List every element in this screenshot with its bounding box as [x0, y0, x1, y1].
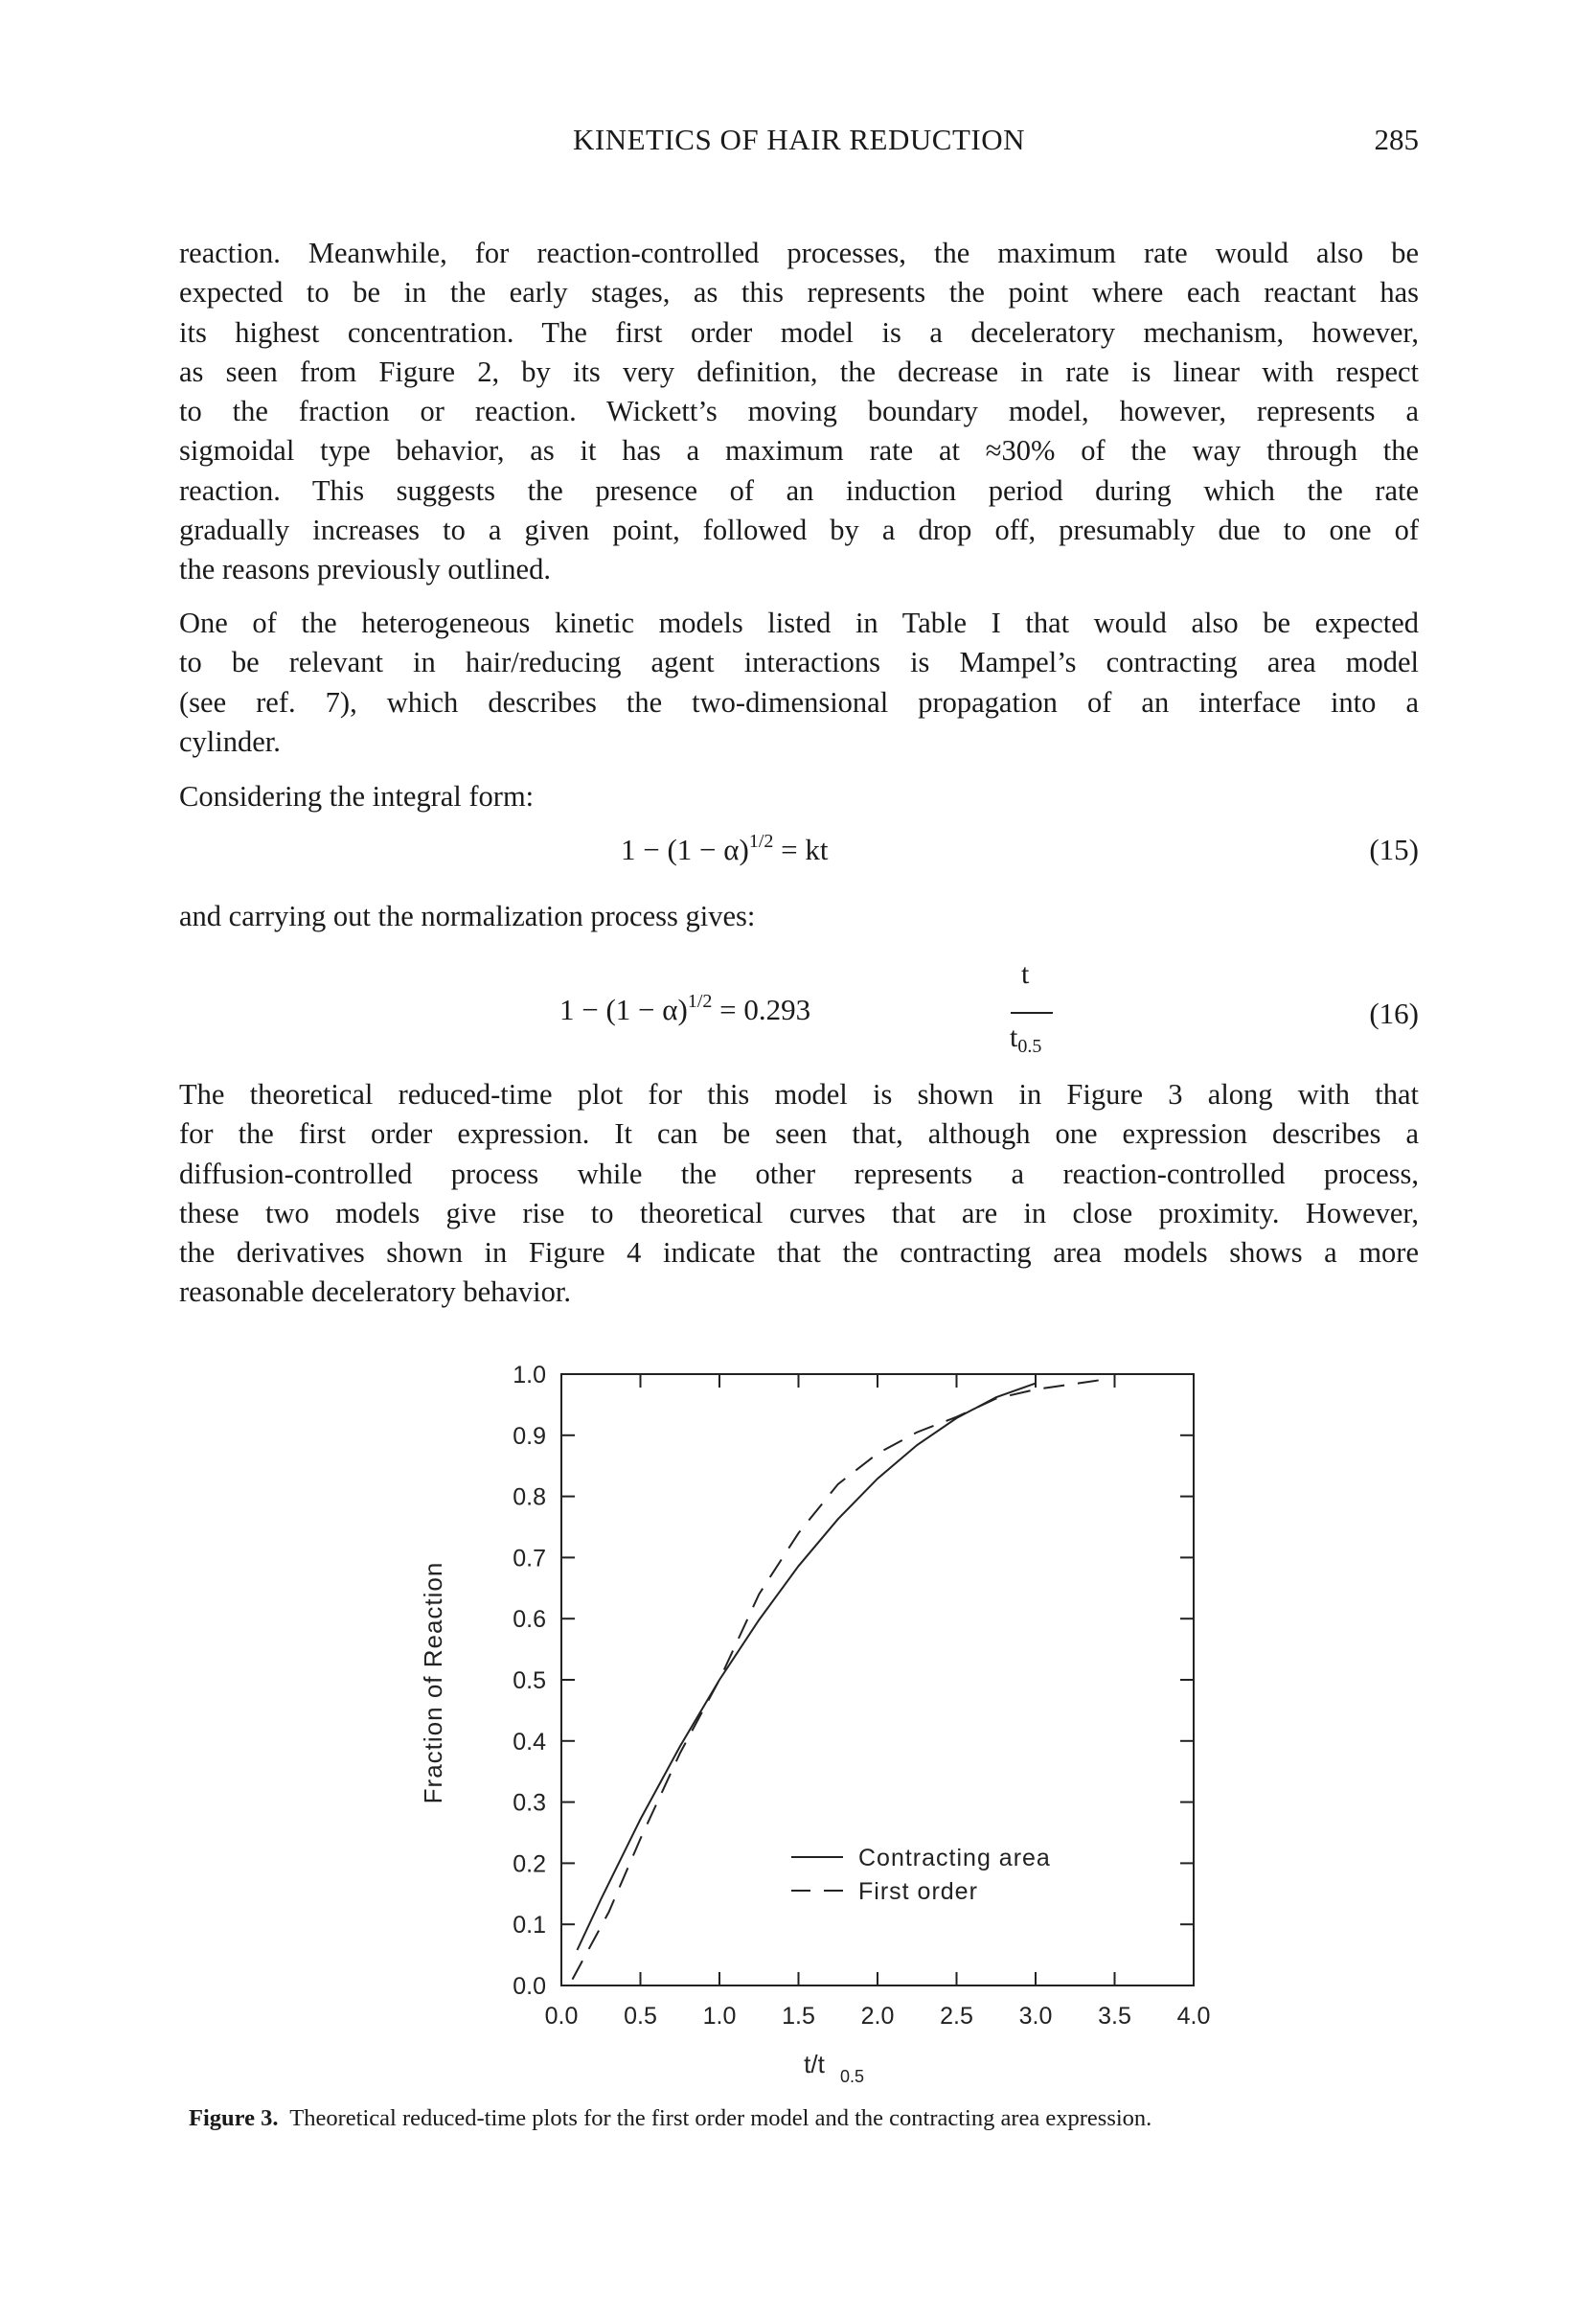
series-line-first-order: [573, 1380, 1100, 1979]
x-tick-label: 1.0: [702, 2003, 737, 2030]
x-tick-label: 4.0: [1176, 2003, 1211, 2030]
y-tick-label: 1.0: [513, 1362, 546, 1389]
equation-16-number: (16): [1369, 997, 1419, 1030]
y-tick-label: 0.0: [513, 1973, 546, 2000]
figure-caption-text: Theoretical reduced-time plots for the first order model and the contracting area expression.: [289, 2105, 1152, 2131]
y-tick-label: 0.3: [513, 1789, 546, 1817]
text-line: diffusion-controlled process while the other represents a reaction-controlled process,: [179, 1157, 1419, 1190]
eq16-rhs: = 0.293: [712, 993, 811, 1026]
x-tick-label: 0.0: [544, 2003, 579, 2030]
text-line: Considering the integral form:: [179, 780, 535, 813]
text-line: to the fraction or reaction. Wickett’s moving boundary model, however, represents a: [179, 395, 1419, 428]
equation-15-number: (15): [1369, 833, 1419, 866]
x-axis-label: t/t: [804, 2050, 825, 2078]
running-title: KINETICS OF HAIR REDUCTION: [573, 123, 1025, 156]
text-line: reaction. Meanwhile, for reaction-controlled processes, the maximum rate would also be: [179, 237, 1419, 269]
y-tick-label: 0.7: [513, 1545, 546, 1572]
y-tick-label: 0.5: [513, 1667, 546, 1694]
text-line: (see ref. 7), which describes the two-dimensional propagation of an interface into a: [179, 685, 1419, 719]
text-line: gradually increases to a given point, followed by a drop off, presumably due to one of: [179, 514, 1419, 547]
eq16-exponent: 1/2: [687, 991, 713, 1012]
x-tick-label: 3.0: [1018, 2003, 1053, 2030]
x-tick-label: 0.5: [624, 2003, 657, 2030]
y-tick-label: 0.8: [513, 1483, 546, 1511]
text-line: One of the heterogeneous kinetic models listed in Table I that would also be expected: [179, 607, 1419, 639]
text-line: the reasons previously outlined.: [179, 553, 551, 586]
eq15-exponent: 1/2: [748, 831, 774, 852]
y-tick-label: 0.1: [513, 1912, 546, 1939]
y-tick-label: 0.2: [513, 1850, 546, 1878]
eq16-denominator-t: t: [1010, 1021, 1018, 1053]
y-tick-label: 0.6: [513, 1606, 546, 1634]
x-axis-label-subscript: 0.5: [840, 2067, 865, 2086]
eq15-rhs: = kt: [773, 833, 829, 866]
x-tick-label: 1.5: [782, 2003, 815, 2030]
text-line: for the first order expression. It can be seen that, although one expression describes a: [179, 1117, 1419, 1151]
eq16-lhs: 1 − (1 − α): [559, 993, 688, 1026]
eq16-numerator: t: [1021, 958, 1030, 990]
y-tick-label: 0.4: [513, 1728, 546, 1756]
text-line: its highest concentration. The first order model is a deceleratory mechanism, however,: [179, 315, 1419, 349]
text-line: The theoretical reduced-time plot for this model is shown in Figure 3 along with that: [179, 1078, 1419, 1111]
x-tick-label: 3.5: [1098, 2003, 1131, 2030]
text-line: and carrying out the normalization process gives:: [179, 900, 756, 932]
y-axis-label: Fraction of Reaction: [419, 1561, 447, 1804]
text-line: as seen from Figure 2, by its very definition, the decrease in rate is linear with respect: [179, 355, 1419, 388]
x-tick-label: 2.0: [860, 2003, 895, 2030]
y-tick-label: 0.9: [513, 1422, 546, 1450]
legend-label: First order: [858, 1878, 978, 1905]
text-line: cylinder.: [179, 724, 281, 758]
text-line: sigmoidal type behavior, as it has a maximum rate at ≈30% of the way through the: [179, 434, 1419, 468]
figure-label: Figure 3.: [189, 2105, 279, 2131]
legend-label: Contracting area: [858, 1845, 1051, 1871]
x-tick-label: 2.5: [940, 2003, 973, 2030]
eq15-lhs: 1 − (1 − α): [621, 833, 749, 866]
text-line: expected to be in the early stages, as this represents the point where each reactant has: [179, 276, 1419, 310]
text-line: these two models give rise to theoretical curves that are in close proximity. However,: [179, 1196, 1419, 1229]
text-line: reasonable deceleratory behavior.: [179, 1275, 571, 1309]
text-line: to be relevant in hair/reducing agent interactions is Mampel’s contracting area model: [179, 646, 1419, 679]
text-line: the derivatives shown in Figure 4 indicate that the contracting area models shows a more: [179, 1236, 1419, 1270]
page-number: 285: [1374, 123, 1419, 156]
text-line: reaction. This suggests the presence of an induction period during which the rate: [179, 473, 1419, 507]
eq16-denominator-sub: 0.5: [1017, 1036, 1042, 1057]
figure-caption: [189, 2105, 1151, 2132]
